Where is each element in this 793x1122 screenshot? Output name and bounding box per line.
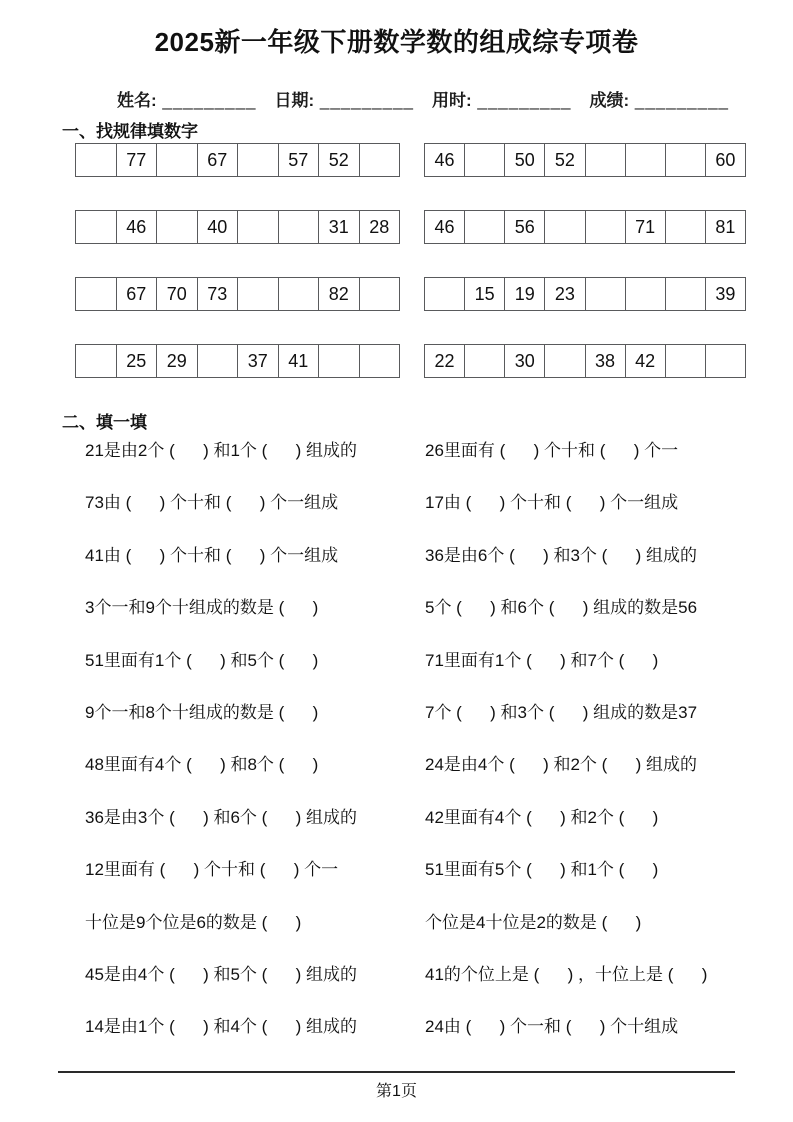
grid-cell-blank[interactable]: [198, 345, 239, 377]
fill-question: 7个 ( ) 和3个 ( ) 组成的数是37: [425, 702, 698, 722]
pattern-grid-row: [75, 344, 747, 378]
header-field: [590, 86, 730, 111]
grid-cell-value: 67: [117, 278, 158, 310]
fill-question: 24由 ( ) 个一和 ( ) 个十组成: [425, 1017, 679, 1037]
footer-divider: [58, 1071, 735, 1073]
grid-cell-value: 42: [626, 345, 666, 377]
grid-cell-blank[interactable]: [586, 278, 626, 310]
grid-cell-value: 29: [157, 345, 198, 377]
grid-cell-blank[interactable]: [76, 345, 117, 377]
grid-cell-blank[interactable]: [279, 278, 320, 310]
section1-heading: 一、找规律填数字: [62, 122, 198, 141]
fill-question: 17由 ( ) 个十和 ( ) 个一组成: [425, 493, 679, 513]
number-grid-right-3: [424, 277, 746, 311]
grid-cell-blank[interactable]: [706, 345, 745, 377]
header-field-label: 用时:: [432, 91, 472, 110]
grid-cell-blank[interactable]: [360, 278, 400, 310]
number-grid-left-3: [75, 277, 400, 311]
grid-cell-blank[interactable]: [626, 278, 666, 310]
fill-question: 26里面有 ( ) 个十和 ( ) 个一: [425, 441, 679, 460]
fill-question: 个位是4十位是2的数是 ( ): [425, 912, 642, 932]
grid-cell-value: 30: [505, 345, 545, 377]
fill-question: 36是由3个 ( ) 和6个 ( ) 组成的: [85, 807, 358, 827]
grid-cell-blank[interactable]: [279, 211, 320, 243]
grid-cell-blank[interactable]: [76, 278, 117, 310]
fill-question: 9个一和8个十组成的数是 ( ): [85, 702, 319, 722]
fill-question: 71里面有1个 ( ) 和7个 ( ): [425, 650, 659, 670]
grid-cell-value: 40: [198, 211, 239, 243]
grid-cell-blank[interactable]: [360, 144, 400, 176]
fill-question: 21是由2个 ( ) 和1个 ( ) 组成的: [85, 441, 358, 460]
grid-cell-value: 25: [117, 345, 158, 377]
number-grid-right-4: [424, 344, 746, 378]
grid-cell-value: 15: [465, 278, 505, 310]
grid-cell-blank[interactable]: [238, 278, 279, 310]
grid-cell-blank[interactable]: [586, 144, 626, 176]
grid-cell-value: 23: [545, 278, 585, 310]
pattern-grid-row: [75, 210, 747, 244]
grid-cell-blank[interactable]: [157, 144, 198, 176]
grid-cell-blank[interactable]: [238, 144, 279, 176]
grid-cell-value: 77: [117, 144, 158, 176]
grid-cell-blank[interactable]: [666, 144, 706, 176]
grid-cell-blank[interactable]: [545, 211, 585, 243]
grid-cell-blank[interactable]: [666, 211, 706, 243]
grid-cell-value: 39: [715, 283, 736, 304]
header-field-label: 姓名:: [117, 91, 157, 110]
pattern-grid-row: [75, 143, 747, 177]
grid-cell-value: 52: [545, 144, 585, 176]
number-grid-left-2: [75, 210, 400, 244]
grid-cell-value: 22: [425, 345, 465, 377]
header-field: [432, 86, 572, 111]
grid-cell-value: 56: [505, 211, 545, 243]
grid-cell-blank[interactable]: [76, 144, 117, 176]
grid-cell-value: 67: [198, 144, 239, 176]
grid-cell-blank[interactable]: [465, 211, 505, 243]
header-field-blank[interactable]: _________: [471, 91, 572, 110]
grid-cell-blank[interactable]: [157, 211, 198, 243]
fill-question: 48里面有4个 ( ) 和8个 ( ): [85, 755, 319, 775]
pattern-grids: [75, 143, 747, 411]
grid-cell-value: 37: [238, 345, 279, 377]
grid-cell-value: 19: [505, 278, 545, 310]
grid-cell-blank[interactable]: [465, 345, 505, 377]
grid-cell-blank[interactable]: [238, 211, 279, 243]
fill-question: 14是由1个 ( ) 和4个 ( ) 组成的: [85, 1017, 358, 1037]
header-field: [117, 86, 257, 111]
number-grid-right-2: [424, 210, 746, 244]
fill-question: 36是由6个 ( ) 和3个 ( ) 组成的: [425, 545, 698, 565]
fill-question: 3个一和9个十组成的数是 ( ): [85, 598, 319, 618]
fill-question: 12里面有 ( ) 个十和 ( ) 个一: [85, 860, 339, 880]
fill-question: 5个 ( ) 和6个 ( ) 组成的数是56: [425, 598, 698, 618]
header-field-label: 日期:: [274, 91, 315, 110]
fill-question: 十位是9个位是6的数是 ( ): [85, 912, 302, 932]
number-grid-left-4: [75, 344, 400, 378]
grid-cell-value: 70: [157, 278, 198, 310]
page-title: 2025新一年级下册数学数的组成综专项卷: [154, 27, 639, 57]
grid-cell-value: 81: [715, 216, 736, 237]
grid-cell-value: 46: [425, 144, 465, 176]
page-number: 第1页: [376, 1083, 417, 1100]
number-grid-right-1: [424, 143, 746, 177]
grid-cell-value: 41: [279, 345, 320, 377]
grid-cell-value: 57: [279, 144, 320, 176]
fill-question: 41的个位上是 ( ) ，十位上是 ( ): [425, 964, 708, 984]
section2-heading: 二、填一填: [62, 413, 147, 432]
grid-cell-value: 82: [319, 278, 360, 310]
grid-cell-value: 71: [626, 211, 666, 243]
grid-cell-value: 31: [319, 211, 360, 243]
fill-question: 51里面有5个 ( ) 和1个 ( ): [425, 860, 659, 880]
fill-question: 42里面有4个 ( ) 和2个 ( ): [425, 807, 659, 827]
grid-cell-blank[interactable]: [666, 345, 706, 377]
grid-cell-blank[interactable]: [545, 345, 585, 377]
header-fields: [117, 86, 729, 111]
grid-cell-blank[interactable]: [586, 211, 626, 243]
q-col-right: [425, 441, 707, 1070]
fill-question: 73由 ( ) 个十和 ( ) 个一组成: [85, 493, 339, 513]
grid-cell-value: 46: [117, 211, 158, 243]
grid-cell-blank[interactable]: [666, 278, 706, 310]
grid-cell-value: 50: [505, 144, 545, 176]
grid-cell-blank[interactable]: [319, 345, 360, 377]
grid-cell-blank[interactable]: [76, 211, 117, 243]
header-field-blank[interactable]: _________: [314, 91, 414, 110]
grid-cell-value: 46: [425, 211, 465, 243]
number-grid-left-1: [75, 143, 400, 177]
pattern-grid-row: [75, 277, 747, 311]
header-field-label: 成绩:: [589, 91, 630, 110]
grid-cell-blank[interactable]: [626, 144, 666, 176]
q-col-left: [85, 441, 357, 1070]
grid-cell-blank[interactable]: [465, 144, 505, 176]
header-field-blank[interactable]: _________: [156, 91, 257, 110]
grid-cell-value: 73: [198, 278, 239, 310]
header-field-blank[interactable]: _________: [629, 91, 729, 110]
fill-question: 41由 ( ) 个十和 ( ) 个一组成: [85, 545, 339, 565]
grid-cell-blank[interactable]: [425, 278, 465, 310]
fill-question: 51里面有1个 ( ) 和5个 ( ): [85, 650, 319, 670]
grid-cell-value: 60: [715, 149, 736, 170]
grid-cell-blank[interactable]: [360, 345, 400, 377]
fill-question: 24是由4个 ( ) 和2个 ( ) 组成的: [425, 755, 698, 775]
fill-question: 45是由4个 ( ) 和5个 ( ) 组成的: [85, 964, 358, 984]
grid-cell-value: 52: [319, 144, 360, 176]
grid-cell-value: 38: [586, 345, 626, 377]
grid-cell-value: 28: [369, 216, 390, 237]
header-field: [275, 86, 415, 111]
